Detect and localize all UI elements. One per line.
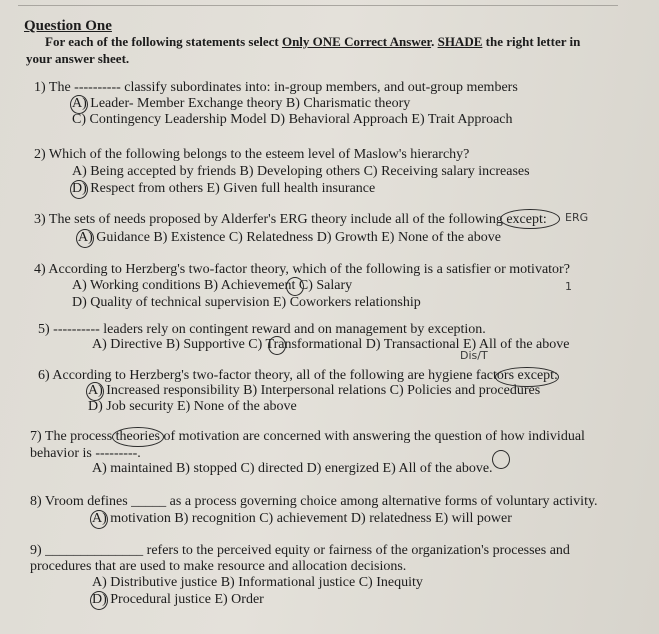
answer-circle-q7	[492, 450, 510, 469]
question-2-options-line-2: D) Respect from others E) Given full health insurance	[72, 181, 376, 196]
question-6-options-line-2: D) Job security E) None of the above	[88, 399, 297, 414]
answer-circle-q9	[90, 591, 108, 610]
question-2-options-line-1: A) Being accepted by friends B) Developing others C) Receiving salary increases	[72, 164, 530, 179]
question-7-stem-line-2: behavior is ---------.	[30, 446, 141, 461]
except-circle-q6	[495, 367, 559, 387]
question-9-stem-line-1: 9) ______________ refers to the perceived equity or fairness of the organization's processes and	[30, 543, 570, 558]
question-4-options-line-1: A) Working conditions B) Achievement C) Salary	[72, 278, 353, 293]
question-9-options-line-2: D) Procedural justice E) Order	[92, 592, 264, 607]
question-1-options-line-1: A) Leader- Member Exchange theory B) Charismatic theory	[72, 96, 411, 111]
instruction-line-2: your answer sheet.	[26, 51, 130, 66]
instruction-text-mid: .	[431, 34, 438, 49]
answer-circle-q4	[286, 277, 304, 296]
instruction-line-1	[45, 34, 580, 50]
question-7-options-line-1: A) maintained B) stopped C) directed D) energized E) All of the above.	[92, 461, 493, 476]
handwritten-note-q6: Dis/T	[460, 349, 488, 362]
answer-circle-q1	[70, 95, 88, 114]
instruction-text-start: For each of the following statements select	[45, 34, 282, 49]
question-3-options-line-1: A) Guidance B) Existence C) Relatedness D) Growth E) None of the above	[78, 230, 501, 245]
question-6-options-line-1: A) Increased responsibility B) Interpersonal relations C) Policies and procedures	[88, 383, 541, 398]
answer-circle-q5	[268, 336, 286, 355]
question-5-options-line-1: A) Directive B) Supportive C) Transformational D) Transactional E) All of the above	[92, 337, 570, 352]
question-3-stem: 3) The sets of needs proposed by Alderfer's ERG theory include all of the following except:	[34, 212, 547, 227]
question-7-stem-line-1: 7) The process theories of motivation are concerned with answering the question of how individual	[30, 429, 585, 444]
question-8-stem: 8) Vroom defines _____ as a process governing choice among alternative forms of voluntary activity.	[30, 494, 598, 509]
question-9-stem-line-2: procedures that are used to make resource and allocation decisions.	[30, 559, 407, 574]
section-title: Question One	[24, 18, 112, 34]
instruction-emphasis-only-one: Only ONE Correct Answer	[281, 34, 432, 49]
handwritten-mark-q4: 1	[565, 280, 572, 293]
question-1-options-line-2: C) Contingency Leadership Model D) Behavioral Approach E) Trait Approach	[72, 112, 513, 127]
question-6-stem: 6) According to Herzberg's two-factor theory, all of the following are hygiene factors except:	[38, 368, 558, 383]
instruction-text-end: the right letter in	[482, 34, 581, 49]
except-circle-q3	[500, 209, 560, 229]
answer-circle-q3	[76, 229, 94, 248]
process-circle-q7	[112, 427, 164, 447]
handwritten-note-q3: ERG	[565, 211, 589, 224]
instruction-emphasis-shade: SHADE	[437, 34, 483, 49]
question-5-stem: 5) ---------- leaders rely on contingent reward and on management by exception.	[38, 322, 486, 337]
question-1-stem: 1) The ---------- classify subordinates into: in-group members, and out-group members	[34, 80, 518, 95]
question-2-stem: 2) Which of the following belongs to the esteem level of Maslow's hierarchy?	[34, 147, 470, 162]
question-4-stem: 4) According to Herzberg's two-factor theory, which of the following is a satisfier or motivator?	[34, 262, 570, 277]
answer-circle-q6	[86, 382, 104, 401]
answer-circle-q8	[90, 510, 108, 529]
answer-circle-q2	[70, 180, 88, 199]
question-9-options-line-1: A) Distributive justice B) Informational justice C) Inequity	[92, 575, 423, 590]
top-rule	[18, 5, 618, 6]
question-4-options-line-2: D) Quality of technical supervision E) Coworkers relationship	[72, 295, 421, 310]
question-8-options-line-1: A) motivation B) recognition C) achievement D) relatedness E) will power	[92, 511, 512, 526]
